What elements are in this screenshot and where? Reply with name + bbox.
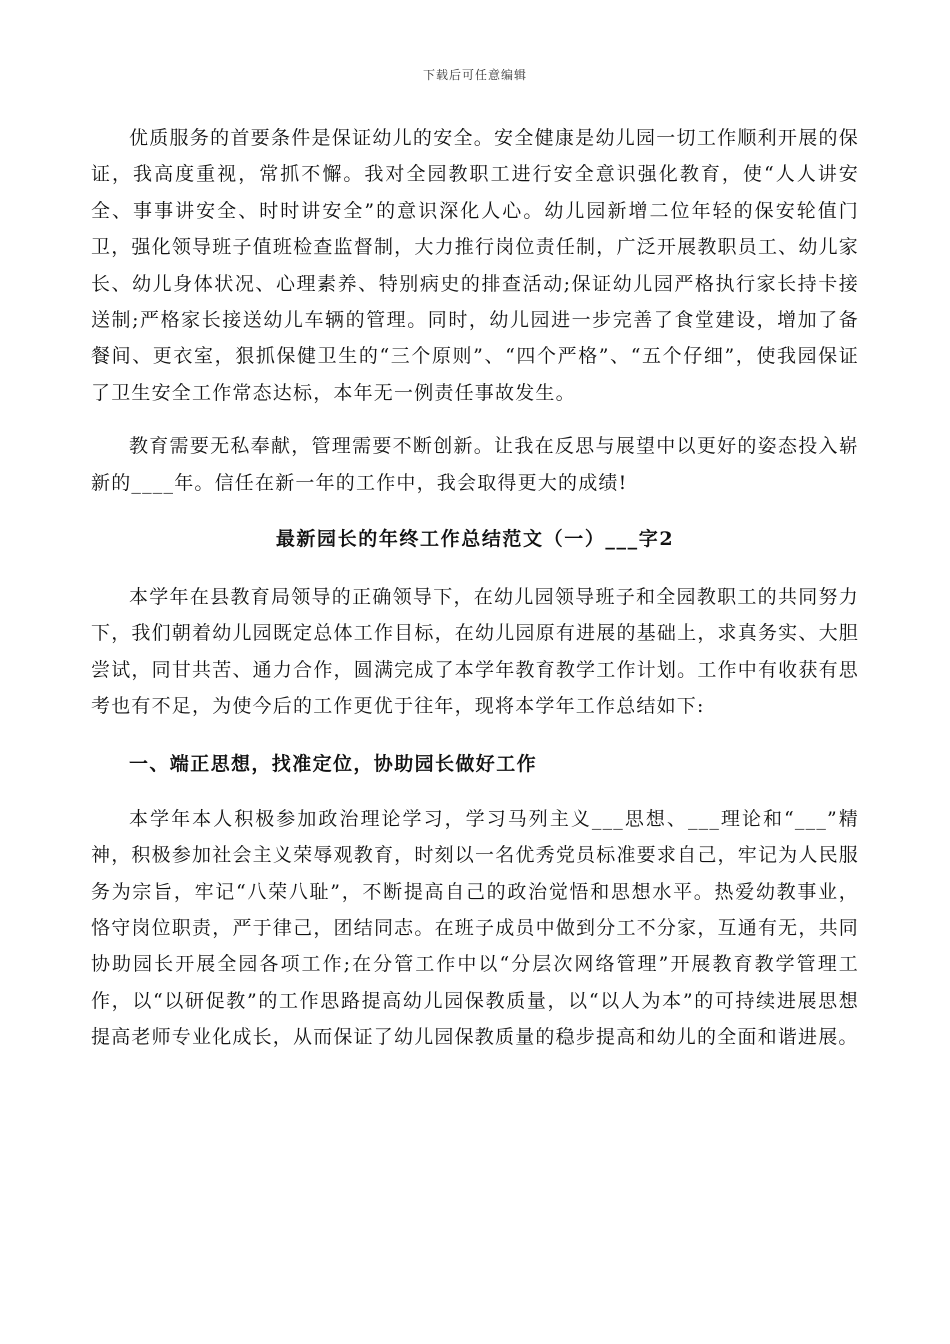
- paragraph-outlook: 教育需要无私奉献，管理需要不断创新。让我在反思与展望中以更好的姿态投入崭新的____年。信任在新一年的工作中，我会取得更大的成绩!: [91, 435, 859, 494]
- subheading: 一、端正思想，找准定位，协助园长做好工作: [129, 752, 538, 775]
- document-body: [91, 120, 859, 1056]
- section-title: 最新园长的年终工作总结范文（一）___字2: [275, 528, 675, 551]
- paragraph-body: 本学年本人积极参加政治理论学习，学习马列主义___思想、___理论和“___”精神，积极参加社会主义荣辱观教育，时刻以一名优秀党员标准要求自己，牢记为人民服务为宗旨，牢记“八荣八耻”，不断提高自己的政治觉悟和思想水平。热爱幼教事业，恪守岗位职责，严于律己，团结同志。在班子成员中做到分工不分家，互通有无，共同协助园长开展全园各项工作;在分管工作中以“分层次网络管理”开展教育教学管理工作，以“以研促教”的工作思路提高幼儿园保教质量，以“以人为本”的可持续进展思想提高老师专业化成长，从而保证了幼儿园保教质量的稳步提高和幼儿的全面和谐进展。: [91, 807, 859, 1049]
- header-note: 下载后可任意编辑: [422, 68, 527, 82]
- paragraph-intro: 本学年在县教育局领导的正确领导下，在幼儿园领导班子和全园教职工的共同努力下，我们朝着幼儿园既定总体工作目标，在幼儿园原有进展的基础上，求真务实、大胆尝试，同甘共苦、通力合作，圆满完成了本学年教育教学工作计划。工作中有收获有思考也有不足，为使今后的工作更优于往年，现将本学年工作总结如下:: [91, 586, 859, 718]
- paragraph-safety: 优质服务的首要条件是保证幼儿的安全。安全健康是幼儿园一切工作顺利开展的保证，我高度重视，常抓不懈。我对全园教职工进行安全意识强化教育，使“人人讲安全、事事讲安全、时时讲安全”的意识深化人心。幼儿园新增二位年轻的保安轮值门卫，强化领导班子值班检查监督制，大力推行岗位责任制，广泛开展教职员工、幼儿家长、幼儿身体状况、心理素养、特别病史的排查活动;保证幼儿园严格执行家长持卡接送制;严格家长接送幼儿车辆的管理。同时，幼儿园进一步完善了食堂建设，增加了备餐间、更衣室，狠抓保健卫生的“三个原则”、“四个严格”、“五个仔细”，使我园保证了卫生安全工作常态达标，本年无一例责任事故发生。: [91, 127, 859, 404]
